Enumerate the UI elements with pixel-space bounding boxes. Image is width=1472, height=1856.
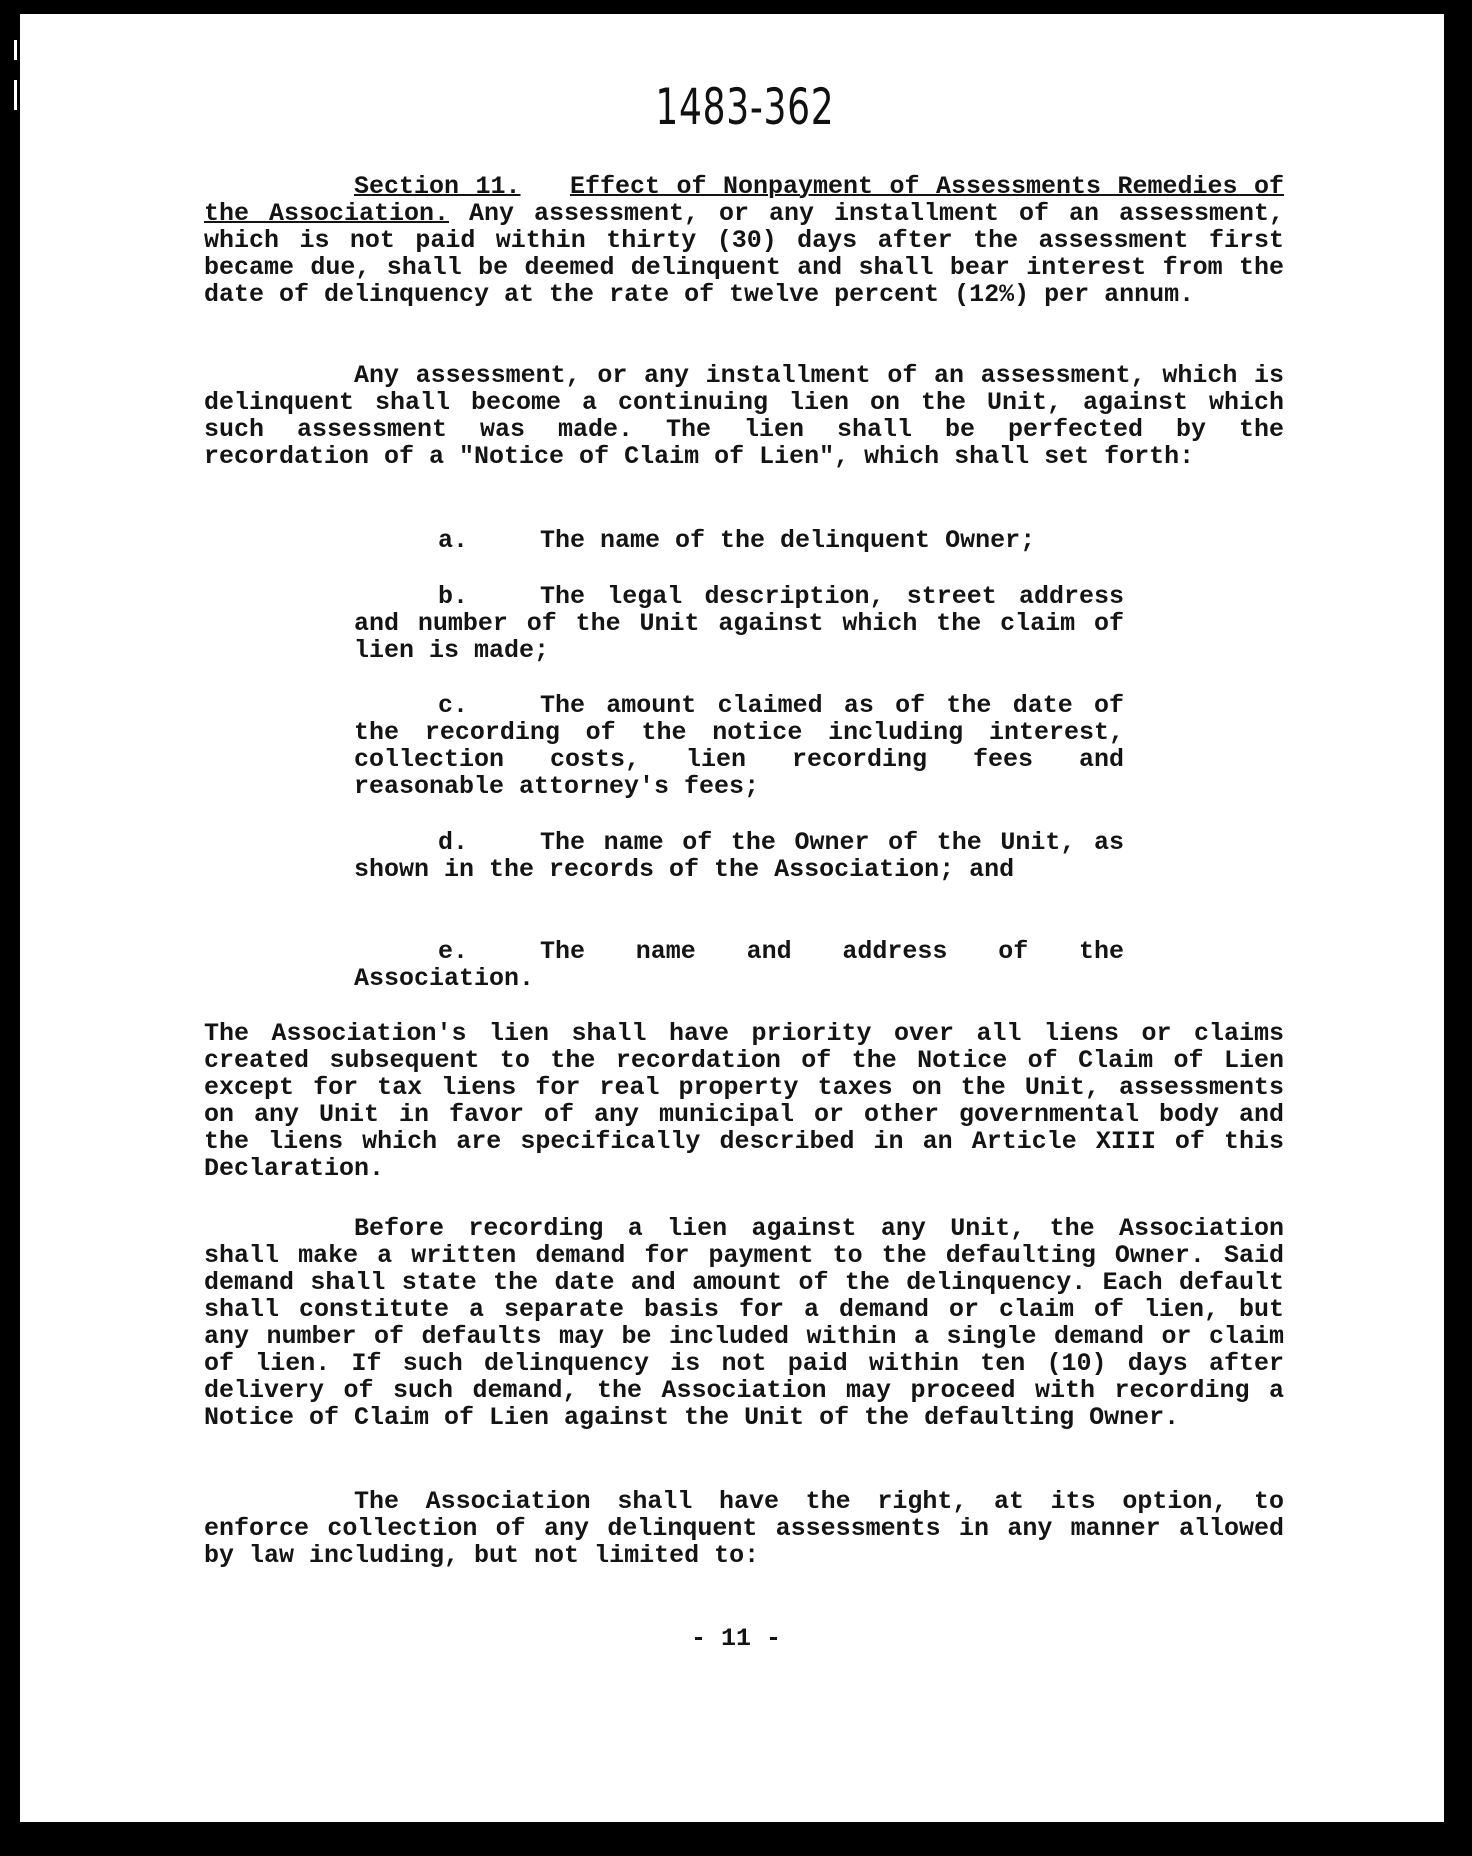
list-item-text: The name and address of the Association. bbox=[354, 937, 1124, 993]
page-number: - 11 - bbox=[690, 1624, 781, 1653]
list-item bbox=[354, 527, 1124, 554]
paragraph-3-block bbox=[204, 1020, 1284, 1182]
list-item-text: The amount claimed as of the date of the recording of the notice including interest, collection costs, lien recording fees and reasonable attorney's fees; bbox=[354, 691, 1124, 801]
lien-contents-list bbox=[354, 829, 1124, 883]
list-item-letter: b. bbox=[438, 582, 469, 611]
list-item-text: The name of the Owner of the Unit, as shown in the records of the Association; and bbox=[354, 828, 1124, 884]
paragraph-4-block bbox=[204, 1215, 1284, 1431]
lien-contents-list bbox=[354, 583, 1124, 664]
list-item-letter: c. bbox=[438, 691, 469, 720]
list-item-letter: e. bbox=[438, 937, 469, 966]
list-item bbox=[354, 938, 1124, 992]
list-item-text: The legal description, street address and number of the Unit against which the claim of lien is made; bbox=[354, 582, 1124, 665]
list-item-letter: d. bbox=[438, 828, 469, 857]
list-item bbox=[354, 583, 1124, 664]
paragraph-1-text: Any assessment, or any installment of an assessment, which is not paid within thirty (30) days after the assessment first became due, shall be deemed delinquent and shall bear interest from the date of delinquency at the rate of twelve percent (12%) per annum. bbox=[204, 199, 1284, 309]
paragraph-3: The Association's lien shall have priority over all liens or claims created subsequent to the recordation of the Notice of Claim of Lien except for tax liens for real property taxes on the Unit, assessments on any Unit in favor of any municipal or other governmental body and the liens which are specifically described in an Article XIII of this Declaration. bbox=[204, 1019, 1284, 1183]
list-item bbox=[354, 692, 1124, 800]
paragraph-5-block bbox=[204, 1488, 1284, 1569]
paragraph-2: Any assessment, or any installment of an assessment, which is delinquent shall become a continuing lien on the Unit, against which such assessment was made. The lien shall be perfected by the recordation of a "Notice of Claim of Lien", which shall set forth: bbox=[204, 361, 1284, 471]
section-title: Effect of Nonpayment of Assessments Remedies of the Association. bbox=[204, 172, 1284, 228]
list-item bbox=[354, 829, 1124, 883]
scan-edge-mark bbox=[14, 80, 17, 110]
lien-contents-list bbox=[354, 692, 1124, 800]
list-item-letter: a. bbox=[438, 526, 469, 555]
paragraph-1 bbox=[204, 173, 1284, 308]
section-11-text bbox=[204, 173, 1284, 308]
paragraph-2-block bbox=[204, 362, 1284, 470]
lien-contents-list bbox=[354, 938, 1124, 992]
section-label: Section 11. bbox=[354, 172, 521, 201]
paragraph-4: Before recording a lien against any Unit, the Association shall make a written demand for payment to the defaulting Owner. Said demand shall state the date and amount of the delinquency. Each default shall constitute a separate basis for a demand or claim of lien, but any number of defaults may be included within a single demand or claim of lien. If such delinquency is not paid within ten (10) days after delivery of such demand, the Association may proceed with recording a Notice of Claim of Lien against the Unit of the defaulting Owner. bbox=[204, 1214, 1284, 1432]
document-number: 1483-362 bbox=[655, 78, 835, 136]
lien-contents-list bbox=[354, 527, 1124, 554]
paragraph-5: The Association shall have the right, at its option, to enforce collection of any delinquent assessments in any manner allowed by law including, but not limited to: bbox=[204, 1487, 1284, 1570]
list-item-text: The name of the delinquent Owner; bbox=[540, 526, 1036, 555]
scan-edge-mark bbox=[14, 40, 17, 60]
